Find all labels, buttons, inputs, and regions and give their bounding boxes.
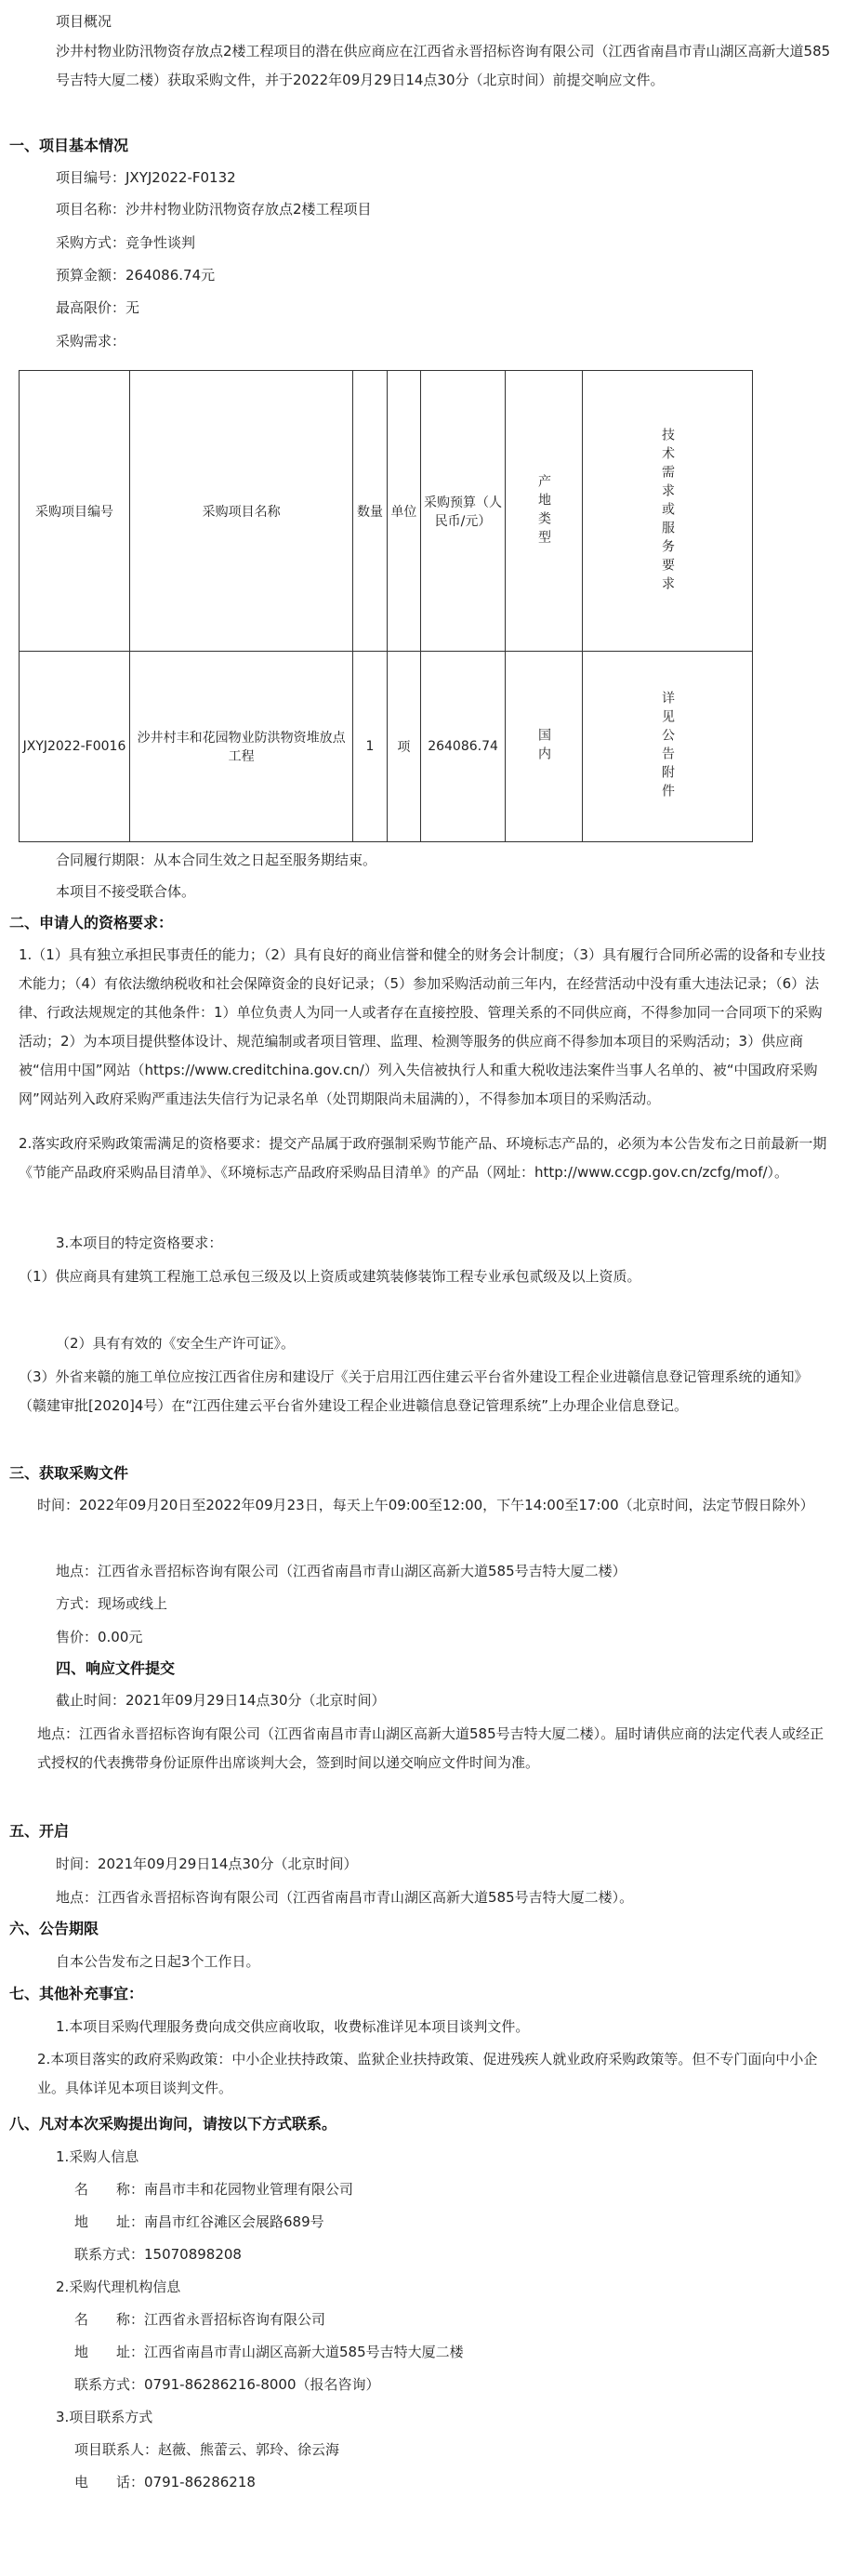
section4-title: 四、响应文件提交	[56, 1659, 176, 1677]
cell-quantity: 1	[353, 652, 387, 842]
obtain-mode: 方式：现场或线上	[56, 1595, 168, 1612]
procurement-method: 采购方式：竞争性谈判	[56, 234, 196, 251]
table-row	[20, 652, 753, 842]
section3-title: 三、获取采购文件	[9, 1464, 129, 1482]
submit-place: 地点：江西省永晋招标咨询有限公司（江西省南昌市青山湖区高新大道585号吉特大厦二楼）。届时请供应商的法定代表人或经正式授权的代表携带身份证原件出席谈判大会，签到时间以递交响应文件时间为准。	[37, 1725, 824, 1771]
contact-people: 项目联系人：赵薇、熊蕾云、郭玲、徐云海	[74, 2441, 340, 2458]
project-name: 项目名称：沙井村物业防汛物资存放点2楼工程项目	[56, 201, 372, 218]
header-project-name: 采购项目名称	[129, 371, 352, 652]
qualification-item-2: 2.落实政府采购政策需满足的资格要求：提交产品属于政府强制采购节能产品、环境标志产品的，必须为本公告发布之日前最新一期《节能产品政府采购品目清单》、《环境标志产品政府采购品目清单》的产品（网址：http://www.ccgp.gov.cn/zcfg/mof/）。	[19, 1135, 827, 1181]
cell-unit: 项	[387, 652, 420, 842]
requirement-table	[19, 370, 753, 842]
project-number: 项目编号：JXYJ2022-F0132	[56, 169, 236, 186]
section8-title: 八、凡对本次采购提出询问，请按以下方式联系。	[9, 2115, 337, 2133]
consortium-note: 本项目不接受联合体。	[56, 883, 196, 900]
header-origin	[505, 371, 582, 652]
header-unit: 单位	[387, 371, 420, 652]
cell-origin	[505, 652, 582, 842]
header-quantity: 数量	[353, 371, 387, 652]
cell-requirement	[582, 652, 752, 842]
obtain-place: 地点：江西省永晋招标咨询有限公司（江西省南昌市青山湖区高新大道585号吉特大厦二楼）	[56, 1563, 626, 1579]
supplement-item-2: 2.本项目落实的政府采购政策：中小企业扶持政策、监狱企业扶持政策、促进残疾人就业政府采购政策等。但不专门面向中小企业。具体详见本项目谈判文件。	[37, 2051, 818, 2096]
buyer-phone: 联系方式：15070898208	[74, 2246, 242, 2263]
qualification-item-1: 1.（1）具有独立承担民事责任的能力；（2）具有良好的商业信誉和健全的财务会计制度；（3）具有履行合同所必需的设备和专业技术能力；（4）有依法缴纳税收和社会保障资金的良好记录；（5）参加采购活动前三年内，在经营活动中没有重大违法记录；（6）法律、行政法规规定的其他条件：1）单位负责人为同一人或者存在直接控股、管理关系的不同供应商，不得参加同一合同项下的采购活动；2）为本项目提供整体设计、规范编制或者项目管理、监理、检测等服务的供应商不得参加本项目的采购活动；3）供应商被“信用中国”网站（https://www.creditchina.gov.cn/）列入失信被执行人和重大税收违法案件当事人名单的、被“中国政府采购网”网站列入政府采购严重违法失信行为记录名单（处罚期限尚未届满的），不得参加本项目的采购活动。	[19, 946, 825, 1107]
obtain-time: 时间：2022年09月20日至2022年09月23日，每天上午09:00至12:00，下午14:00至17:00（北京时间，法定节假日除外）	[37, 1497, 814, 1513]
section2-title: 二、申请人的资格要求：	[9, 914, 174, 931]
qualification-item-3-3: （3）外省来赣的施工单位应按江西省住房和建设厅《关于启用江西住建云平台省外建设工程企业进赣信息登记管理系统的通知》（赣建审批[2020]4号）在“江西住建云平台省外建设工程企业进赣信息登记管理系统”上办理企业信息登记。	[19, 1368, 809, 1414]
section1-title: 一、项目基本情况	[9, 137, 129, 154]
requirement-label: 采购需求：	[56, 333, 126, 350]
contact-phone: 电 话：0791-86286218	[74, 2474, 256, 2490]
buyer-info-title: 1.采购人信息	[56, 2148, 139, 2165]
table-header-row	[20, 371, 753, 652]
overview-heading: 项目概况	[56, 13, 112, 30]
agent-phone: 联系方式：0791-86286216-8000（报名咨询）	[74, 2376, 380, 2393]
cell-budget: 264086.74	[421, 652, 506, 842]
open-place: 地点：江西省永晋招标咨询有限公司（江西省南昌市青山湖区高新大道585号吉特大厦二楼）。	[56, 1889, 634, 1906]
qualification-item-3-1: （1）供应商具有建筑工程施工总承包三级及以上资质或建筑装修装饰工程专业承包贰级及以上资质。	[19, 1268, 641, 1285]
header-requirement	[582, 371, 752, 652]
buyer-address: 地 址：南昌市红谷滩区会展路689号	[74, 2213, 324, 2230]
cell-project-name: 沙井村丰和花园物业防洪物资堆放点工程	[129, 652, 352, 842]
contact-title: 3.项目联系方式	[56, 2409, 153, 2425]
qualification-item-3-2: （2）具有有效的《安全生产许可证》。	[56, 1335, 296, 1352]
budget-amount: 预算金额：264086.74元	[56, 267, 216, 284]
qualification-item-3: 3.本项目的特定资格要求：	[56, 1235, 223, 1251]
cell-requirement-text: 详见公告附件	[659, 691, 675, 802]
agent-name: 名 称：江西省永晋招标咨询有限公司	[74, 2311, 326, 2328]
obtain-price: 售价：0.00元	[56, 1629, 143, 1645]
agent-address: 地 址：江西省南昌市青山湖区高新大道585号吉特大厦二楼	[74, 2344, 464, 2360]
header-budget: 采购预算（人民币/元）	[421, 371, 506, 652]
agent-info-title: 2.采购代理机构信息	[56, 2279, 181, 2295]
cell-project-no: JXYJ2022-F0016	[20, 652, 130, 842]
max-price: 最高限价：无	[56, 299, 140, 316]
open-time: 时间：2021年09月29日14点30分（北京时间）	[56, 1856, 358, 1872]
header-project-no: 采购项目编号	[20, 371, 130, 652]
section7-title: 七、其他补充事宜：	[9, 1985, 144, 2002]
header-requirement-text: 技术需求或服务要求	[659, 427, 675, 595]
section5-title: 五、开启	[9, 1822, 70, 1840]
submit-deadline: 截止时间：2021年09月29日14点30分（北京时间）	[56, 1692, 386, 1709]
cell-origin-text: 国内	[535, 728, 551, 765]
section6-title: 六、公告期限	[9, 1920, 99, 1937]
overview-text: 沙井村物业防汛物资存放点2楼工程项目的潜在供应商应在江西省永晋招标咨询有限公司（江西省南昌市青山湖区高新大道585号吉特大厦二楼）获取采购文件，并于2022年09月29日14点30分（北京时间）前提交响应文件。	[56, 43, 831, 88]
notice-period: 自本公告发布之日起3个工作日。	[56, 1953, 260, 1970]
contract-period: 合同履行期限：从本合同生效之日起至服务期结束。	[56, 852, 377, 868]
supplement-item-1: 1.本项目采购代理服务费向成交供应商收取，收费标准详见本项目谈判文件。	[56, 2018, 530, 2035]
buyer-name: 名 称：南昌市丰和花园物业管理有限公司	[74, 2181, 354, 2198]
header-origin-text: 产地类型	[535, 473, 551, 548]
